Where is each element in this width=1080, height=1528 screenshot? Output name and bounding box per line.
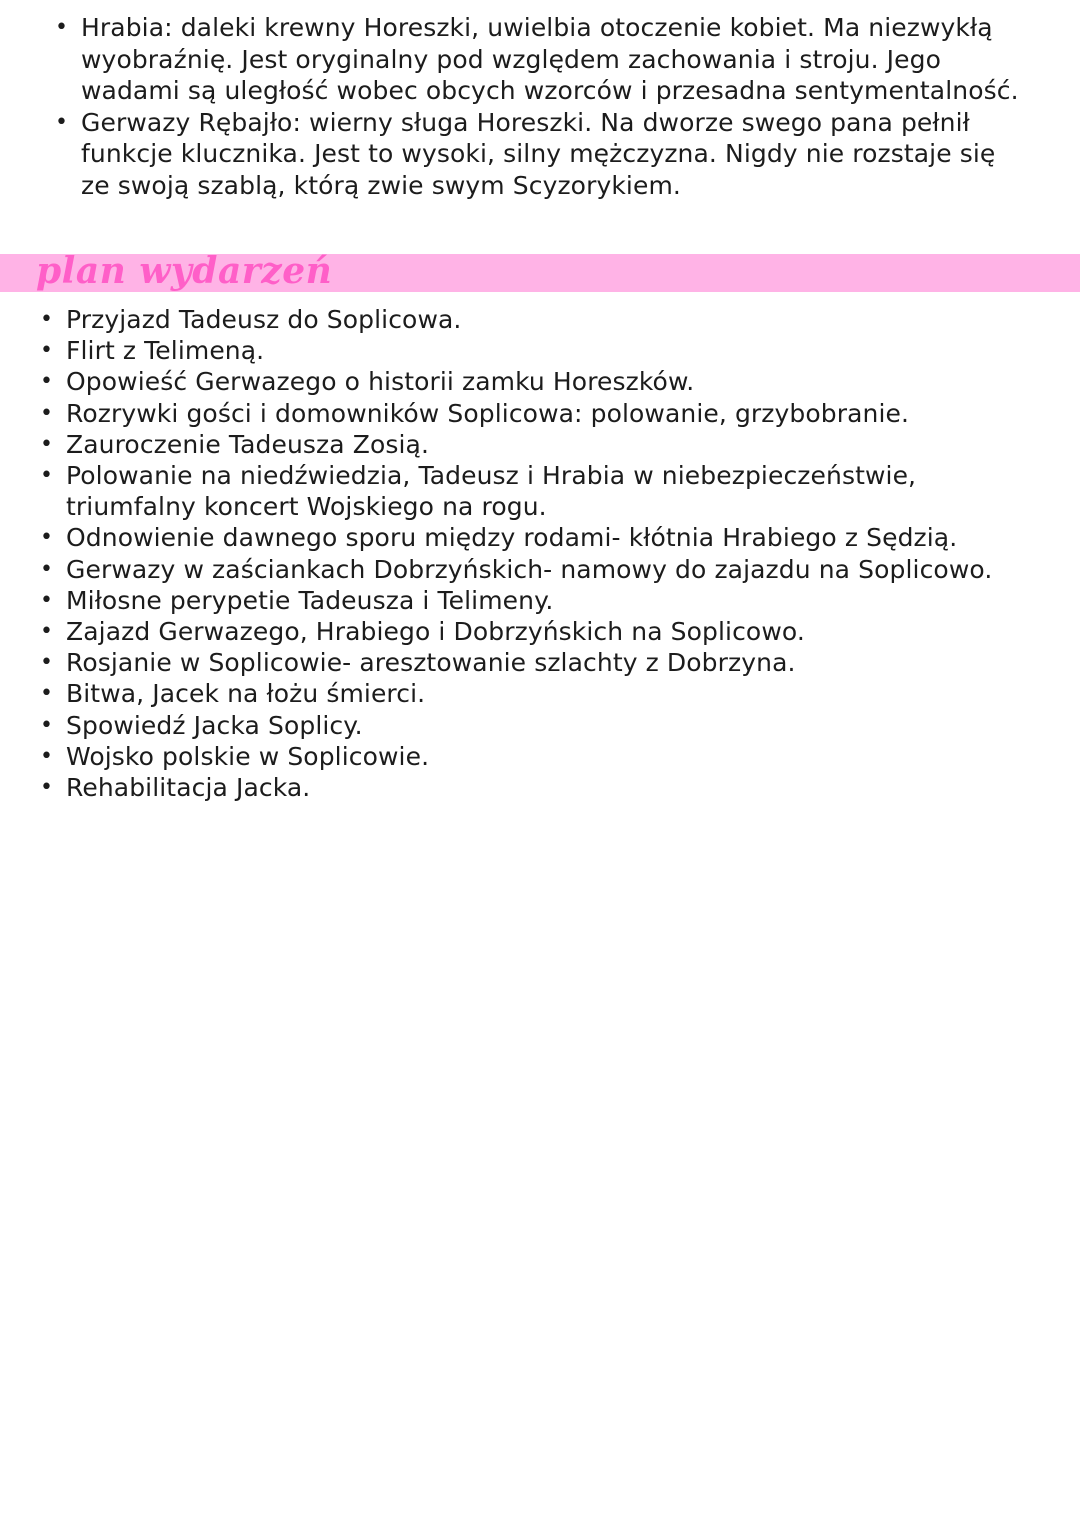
bullet-icon: • xyxy=(40,307,54,332)
list-item xyxy=(0,460,1080,522)
bullet-icon: • xyxy=(40,463,54,489)
list-item xyxy=(0,522,1080,553)
bullet-icon: • xyxy=(40,650,54,676)
event-plan-list xyxy=(0,304,1080,803)
bullet-icon: • xyxy=(40,619,54,645)
bullet-icon: • xyxy=(55,109,69,135)
event-text: Opowieść Gerwazego o historii zamku Horeszków. xyxy=(66,367,695,397)
event-text: Gerwazy w zaściankach Dobrzyńskich- namowy do zajazdu na Soplicowo. xyxy=(66,554,993,584)
list-item xyxy=(0,585,1080,616)
list-item xyxy=(0,398,1080,429)
character-description: Gerwazy Rębajło: wierny sługa Horeszki. Na dworze swego pana pełnił funkcje klucznika. Jest to wysoki, silny mężczyzna. Nigdy nie rozstaje się ze swoją szablą, którą zwie swym Scyzorykiem. xyxy=(81,107,996,200)
list-item xyxy=(0,741,1080,772)
bullet-icon: • xyxy=(40,743,54,769)
section-title: plan wydarzeń xyxy=(36,250,333,292)
section-header-bar xyxy=(0,250,1080,292)
list-item xyxy=(0,554,1080,585)
list-item xyxy=(0,429,1080,460)
event-text: Odnowienie dawnego sporu między rodami- kłótnia Hrabiego z Sędzią. xyxy=(66,523,958,553)
bullet-icon: • xyxy=(40,525,54,551)
list-item xyxy=(0,616,1080,647)
event-text: Flirt z Telimeną. xyxy=(66,336,265,366)
event-text: Zauroczenie Tadeusza Zosią. xyxy=(66,429,430,459)
event-text: Bitwa, Jacek na łożu śmierci. xyxy=(66,679,426,709)
event-text: Spowiedź Jacka Soplicy. xyxy=(66,710,363,740)
event-text: Polowanie na niedźwiedzia, Tadeusz i Hrabia w niebezpieczeństwie, triumfalny koncert Wojskiego na rogu. xyxy=(66,461,917,522)
list-item xyxy=(0,304,1080,335)
bullet-icon: • xyxy=(40,775,54,801)
list-item xyxy=(0,335,1080,366)
event-text: Wojsko polskie w Soplicowie. xyxy=(66,741,430,771)
bullet-icon: • xyxy=(40,681,54,707)
event-text: Przyjazd Tadeusz do Soplicowa. xyxy=(66,305,462,334)
event-text: Rehabilitacja Jacka. xyxy=(66,773,311,803)
list-item xyxy=(0,366,1080,397)
bullet-icon: • xyxy=(40,587,54,613)
list-item xyxy=(0,772,1080,803)
bullet-icon: • xyxy=(40,556,54,582)
list-item xyxy=(0,678,1080,709)
bullet-icon: • xyxy=(40,431,54,457)
list-item xyxy=(0,647,1080,678)
character-description: Hrabia: daleki krewny Horeszki, uwielbia otoczenie kobiet. Ma niezwykłą wyobraźnię. Jest oryginalny pod względem zachowania i stroju. Jego wadami są uległość wobec obcych wzorców i przesadna sentymentalność. xyxy=(81,13,1019,105)
list-item xyxy=(0,710,1080,741)
event-text: Miłosne perypetie Tadeusza i Telimeny. xyxy=(66,585,554,615)
bullet-icon: • xyxy=(40,338,54,364)
list-item xyxy=(0,107,1080,202)
character-list xyxy=(0,12,1080,201)
event-text: Rosjanie w Soplicowie- aresztowanie szlachty z Dobrzyna. xyxy=(66,648,796,678)
event-text: Zajazd Gerwazego, Hrabiego i Dobrzyńskich na Soplicowo. xyxy=(66,617,805,647)
list-item xyxy=(0,12,1080,107)
bullet-icon: • xyxy=(40,712,54,738)
bullet-icon: • xyxy=(55,15,69,40)
bullet-icon: • xyxy=(40,400,54,426)
bullet-icon: • xyxy=(40,369,54,395)
event-text: Rozrywki gości i domowników Soplicowa: polowanie, grzybobranie. xyxy=(66,398,910,428)
